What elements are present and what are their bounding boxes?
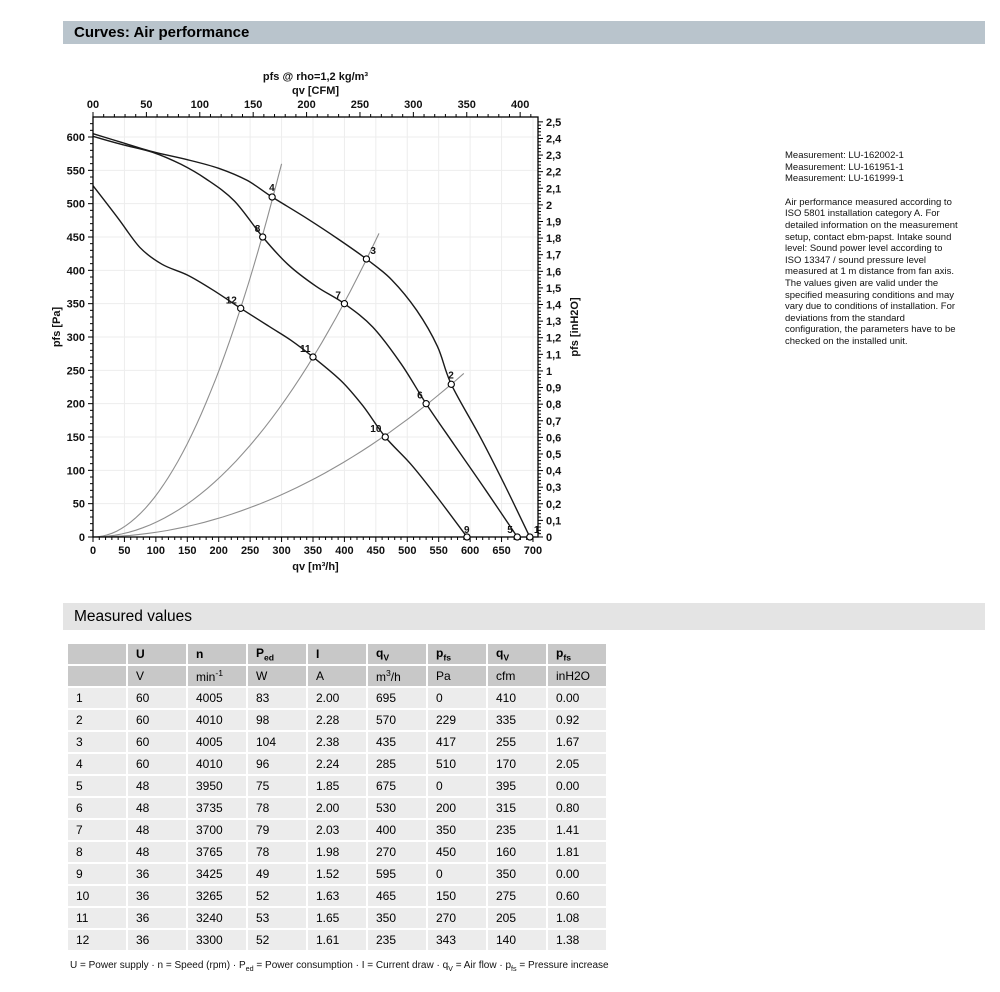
table-cell: 3735 [188, 798, 246, 818]
operating-point-label: 3 [370, 246, 376, 257]
operating-point-marker [269, 194, 275, 200]
table-cell: 48 [128, 776, 186, 796]
svg-text:350: 350 [457, 99, 476, 111]
chart-grid [93, 117, 538, 537]
table-row [68, 754, 606, 774]
table-cell: 36 [128, 930, 186, 950]
table-cell: 1.08 [548, 908, 606, 928]
table-cell: 1.61 [308, 930, 366, 950]
table-cell: 83 [248, 688, 306, 708]
table-cell: 450 [428, 842, 486, 862]
operating-point-label: 7 [335, 290, 341, 302]
operating-point-marker [514, 534, 520, 540]
plot-frame [93, 117, 538, 537]
table-cell: 3950 [188, 776, 246, 796]
table-cell: 2.03 [308, 820, 366, 840]
air-performance-chart-svg [30, 58, 630, 578]
svg-text:2,3: 2,3 [546, 150, 562, 163]
measurement-info [785, 150, 960, 348]
table-row [68, 688, 606, 708]
svg-text:500: 500 [66, 198, 85, 211]
svg-text:200: 200 [209, 545, 228, 557]
legend-footnote: U = Power supply · n = Speed $(rpm) \cdot P_{ed}$ = Power consumption · I = Current draw · $q_V$ = Air flow · $p_{fs}$ = Pressure increase [70, 960, 609, 973]
table-cell: 3300 [188, 930, 246, 950]
table-header-cell: U [128, 644, 186, 664]
table-header-cell: $q_V$ [368, 644, 426, 664]
table-cell: 60 [128, 688, 186, 708]
svg-text:250: 250 [240, 545, 260, 557]
section-title-measured-values: Measured values [74, 608, 193, 625]
fan-curves [93, 134, 530, 537]
table-header-cell: cfm [488, 666, 546, 686]
table-cell: 48 [128, 820, 186, 840]
table-cell: 2.00 [308, 798, 366, 818]
svg-text:250: 250 [350, 99, 370, 111]
table-cell: 1.67 [548, 732, 606, 752]
svg-text:200: 200 [297, 99, 316, 111]
table-cell: 2.00 [308, 688, 366, 708]
operating-point-marker [260, 234, 266, 240]
table-row [68, 908, 606, 928]
table-header-cell: V [128, 666, 186, 686]
table-cell: 78 [248, 842, 306, 862]
table-cell: 6 [68, 798, 126, 818]
table-cell: 205 [488, 908, 546, 928]
measurement-line-3: Measurement: LU-161999-1 [785, 173, 904, 185]
table-cell: 410 [488, 688, 546, 708]
table-cell: 78 [248, 798, 306, 818]
table-cell: 5 [68, 776, 126, 796]
air-performance-chart [30, 58, 630, 578]
table-row [68, 776, 606, 796]
left-axis-label: pfs [Pa] [51, 306, 63, 348]
table-cell: 60 [128, 732, 186, 752]
section-header-measured-values [63, 603, 985, 630]
svg-text:0,1: 0,1 [546, 515, 562, 528]
table-cell: 1.38 [548, 930, 606, 950]
table-row [68, 842, 606, 862]
svg-text:600: 600 [460, 545, 480, 557]
table-cell: 2.05 [548, 754, 606, 774]
svg-text:600: 600 [66, 132, 85, 144]
table-header-cell: $p_{fs}$ [428, 644, 486, 664]
table-cell: 229 [428, 710, 486, 730]
svg-text:450: 450 [366, 545, 386, 557]
svg-text:1,9: 1,9 [546, 216, 562, 229]
svg-text:1,7: 1,7 [546, 249, 562, 262]
table-cell: 3700 [188, 820, 246, 840]
table-cell: 675 [368, 776, 426, 796]
table-cell: 4010 [188, 754, 246, 774]
operating-point-label: 4 [269, 183, 275, 194]
svg-text:700: 700 [523, 545, 543, 557]
table-cell: 1.98 [308, 842, 366, 862]
table-row [68, 886, 606, 906]
svg-text:2,2: 2,2 [546, 166, 562, 179]
svg-text:1,3: 1,3 [546, 316, 562, 329]
table-cell: 1.63 [308, 886, 366, 906]
operating-point-marker [382, 434, 388, 440]
table-cell: 49 [248, 864, 306, 884]
svg-text:0,4: 0,4 [546, 465, 562, 478]
table-cell: 11 [68, 908, 126, 928]
svg-text:1,5: 1,5 [546, 282, 562, 295]
table-cell: 10 [68, 886, 126, 906]
svg-text:400: 400 [335, 545, 354, 557]
table-cell: 4005 [188, 688, 246, 708]
table-cell: 343 [428, 930, 486, 950]
table-cell: 350 [428, 820, 486, 840]
axis-tick-labels [67, 99, 563, 557]
table-cell: 400 [368, 820, 426, 840]
svg-text:50: 50 [118, 545, 131, 557]
table-cell: 510 [428, 754, 486, 774]
svg-text:400: 400 [510, 99, 530, 111]
svg-text:300: 300 [404, 99, 423, 111]
table-cell: 48 [128, 798, 186, 818]
table-row [68, 820, 606, 840]
table-units-row [68, 666, 606, 686]
operating-point-label: 2 [448, 370, 454, 382]
svg-text:650: 650 [492, 545, 511, 557]
measurement-line-1: Measurement: LU-162002-1 [785, 150, 904, 161]
svg-text:250: 250 [66, 365, 85, 378]
svg-text:100: 100 [190, 99, 209, 111]
table-cell: 285 [368, 754, 426, 774]
table-cell: 417 [428, 732, 486, 752]
table-cell: 36 [128, 864, 186, 884]
table-cell: 75 [248, 776, 306, 796]
svg-text:150: 150 [244, 99, 263, 111]
operating-point-label: 5 [507, 525, 513, 536]
table-cell: 255 [488, 732, 546, 752]
system-curve [93, 373, 464, 537]
table-cell: 1.65 [308, 908, 366, 928]
table-cell: 1.41 [548, 820, 606, 840]
table-cell: 0 [428, 688, 486, 708]
svg-text:50: 50 [72, 498, 85, 511]
svg-text:350: 350 [303, 545, 323, 557]
table-cell: 435 [368, 732, 426, 752]
svg-text:1,4: 1,4 [546, 299, 562, 312]
svg-text:400: 400 [66, 265, 85, 278]
svg-text:150: 150 [66, 432, 85, 444]
chart-top-title: pfs @ rho=1,2 kg/m³ [262, 71, 369, 83]
table-header-row [68, 644, 606, 664]
table-cell: 60 [128, 710, 186, 730]
table-cell: 395 [488, 776, 546, 796]
table-cell: 0 [428, 776, 486, 796]
table-cell: 3765 [188, 842, 246, 862]
operating-point-label: 1 [533, 525, 540, 536]
table-cell: 335 [488, 710, 546, 730]
svg-text:50: 50 [140, 99, 153, 111]
table-cell: 0 [428, 864, 486, 884]
table-cell: 98 [248, 710, 306, 730]
svg-text:100: 100 [66, 465, 85, 478]
table-cell: 350 [368, 908, 426, 928]
table-cell: 0.92 [548, 710, 606, 730]
table-cell: 104 [248, 732, 306, 752]
svg-text:0,5: 0,5 [546, 448, 562, 461]
operating-point-label: 10 [370, 424, 382, 435]
svg-text:150: 150 [178, 545, 197, 557]
table-cell: 695 [368, 688, 426, 708]
svg-text:1,2: 1,2 [546, 332, 562, 345]
table-header-cell: $p_{fs}$ [548, 644, 606, 664]
table-header-cell: I [308, 644, 366, 664]
operating-point-label: 6 [417, 390, 423, 402]
table-header-cell: W [248, 666, 306, 686]
table-cell: 1.81 [548, 842, 606, 862]
operating-point-marker [238, 305, 244, 311]
table-row [68, 930, 606, 950]
table-cell: 52 [248, 886, 306, 906]
table-cell: 8 [68, 842, 126, 862]
operating-point-label: 12 [225, 295, 237, 307]
svg-text:100: 100 [146, 545, 166, 557]
measurement-line-2: Measurement: LU-161951-1 [785, 161, 904, 173]
table-cell: 12 [68, 930, 126, 950]
table-cell: 36 [128, 886, 186, 906]
operating-point-marker [423, 401, 429, 407]
svg-text:1,8: 1,8 [546, 233, 562, 246]
top-axis-label: qv [CFM] [291, 85, 340, 97]
svg-text:0: 0 [89, 545, 97, 557]
table-cell: 4 [68, 754, 126, 774]
table-cell: 350 [488, 864, 546, 884]
table-cell: 1.85 [308, 776, 366, 796]
operating-point-label: 9 [463, 525, 470, 536]
table-cell: 170 [488, 754, 546, 774]
system-curve [93, 233, 379, 537]
svg-text:550: 550 [66, 165, 85, 178]
measurement-note: Air performance measured according to ISO 5801 installation category A. For detailed information on the measurement setup, contact ebm-papst. Intake sound level: Sound power level according to ISO 13347 / sound pressure level measured at 1 m distance from fan axis. The values given are valid under the specified measuring conditions and may vary due to conditions of installation. For deviations from the standard configuration, the parameters have to be checked on the installed unit. [785, 196, 958, 347]
svg-text:200: 200 [66, 398, 85, 411]
table-row [68, 732, 606, 752]
svg-text:2,5: 2,5 [546, 116, 562, 129]
svg-text:1: 1 [546, 365, 553, 378]
table-header-cell: $P_{ed}$ [248, 644, 306, 664]
operating-point-label: 11 [299, 344, 311, 355]
table-cell: 160 [488, 842, 546, 862]
svg-text:1,6: 1,6 [546, 266, 562, 279]
table-row [68, 864, 606, 884]
table-header-cell [68, 666, 126, 686]
table-cell: 0.00 [548, 688, 606, 708]
right-axis-label: pfs [inH2O] [569, 297, 581, 357]
operating-point-marker [310, 354, 316, 360]
svg-text:300: 300 [66, 332, 85, 344]
table-header-cell: $\min^{-1}$ [188, 666, 246, 686]
table-cell: 52 [248, 930, 306, 950]
operating-point-label: 8 [254, 224, 261, 235]
table-cell: 2.38 [308, 732, 366, 752]
table-cell: 60 [128, 754, 186, 774]
table-cell: 0.60 [548, 886, 606, 906]
svg-text:550: 550 [429, 545, 448, 557]
measured-values-table [66, 642, 608, 952]
svg-text:0,3: 0,3 [546, 482, 562, 495]
table-header-cell [68, 644, 126, 664]
svg-text:0,8: 0,8 [546, 399, 562, 412]
fan-curve [93, 186, 467, 537]
table-cell: 4010 [188, 710, 246, 730]
operating-point-marker [527, 534, 533, 540]
table-cell: 48 [128, 842, 186, 862]
table-cell: 235 [488, 820, 546, 840]
table-header-cell: A [308, 666, 366, 686]
table-cell: 3240 [188, 908, 246, 928]
table-cell: 465 [368, 886, 426, 906]
table-cell: 0.00 [548, 776, 606, 796]
table-cell: 315 [488, 798, 546, 818]
svg-text:0: 0 [78, 532, 85, 544]
section-title-curves: Curves: Air performance [74, 24, 250, 41]
svg-text:0,2: 0,2 [546, 498, 562, 511]
table-cell: 140 [488, 930, 546, 950]
table-cell: 53 [248, 908, 306, 928]
svg-text:0,9: 0,9 [546, 382, 562, 395]
table-cell: 570 [368, 710, 426, 730]
table-cell: 595 [368, 864, 426, 884]
table-cell: 0.80 [548, 798, 606, 818]
system-curves [93, 164, 464, 537]
table-cell: 9 [68, 864, 126, 884]
table-cell: 235 [368, 930, 426, 950]
table-header-cell: Pa [428, 666, 486, 686]
svg-text:500: 500 [398, 545, 417, 557]
table-cell: 3 [68, 732, 126, 752]
table-cell: 1.52 [308, 864, 366, 884]
operating-point-marker [363, 256, 369, 262]
table-cell: 2.28 [308, 710, 366, 730]
svg-text:0: 0 [546, 532, 553, 544]
table-cell: 2 [68, 710, 126, 730]
table-cell: 275 [488, 886, 546, 906]
table-row [68, 710, 606, 730]
table-cell: 150 [428, 886, 486, 906]
table-header-cell: n [188, 644, 246, 664]
table-cell: 3265 [188, 886, 246, 906]
table-cell: 96 [248, 754, 306, 774]
section-header-curves [63, 21, 985, 44]
svg-text:2: 2 [546, 199, 553, 212]
table-cell: 200 [428, 798, 486, 818]
svg-text:0,6: 0,6 [546, 432, 562, 445]
table-cell: 530 [368, 798, 426, 818]
svg-text:450: 450 [66, 232, 85, 244]
table-cell: 1 [68, 688, 126, 708]
table-row [68, 798, 606, 818]
operating-point-marker [448, 381, 454, 387]
table-cell: 270 [428, 908, 486, 928]
table-cell: 3425 [188, 864, 246, 884]
svg-text:1,1: 1,1 [546, 349, 562, 362]
svg-text:2,4: 2,4 [546, 133, 562, 146]
svg-text:2,1: 2,1 [546, 183, 562, 196]
table-header-cell: $m^3/h$ [368, 666, 426, 686]
table-cell: 36 [128, 908, 186, 928]
table-header-cell: $q_V$ [488, 644, 546, 664]
operating-point-marker [341, 301, 347, 307]
svg-text:00: 00 [86, 99, 100, 111]
table-cell: 270 [368, 842, 426, 862]
table-cell: 7 [68, 820, 126, 840]
svg-text:300: 300 [272, 545, 291, 557]
table-cell: 4005 [188, 732, 246, 752]
svg-text:350: 350 [66, 298, 85, 311]
table-cell: 0.00 [548, 864, 606, 884]
svg-text:0,7: 0,7 [546, 415, 562, 428]
fan-curve [93, 134, 530, 537]
table-header-cell: inH2O [548, 666, 606, 686]
table-cell: 2.24 [308, 754, 366, 774]
table-cell: 79 [248, 820, 306, 840]
bottom-axis-label: qv [m³/h] [292, 561, 339, 573]
